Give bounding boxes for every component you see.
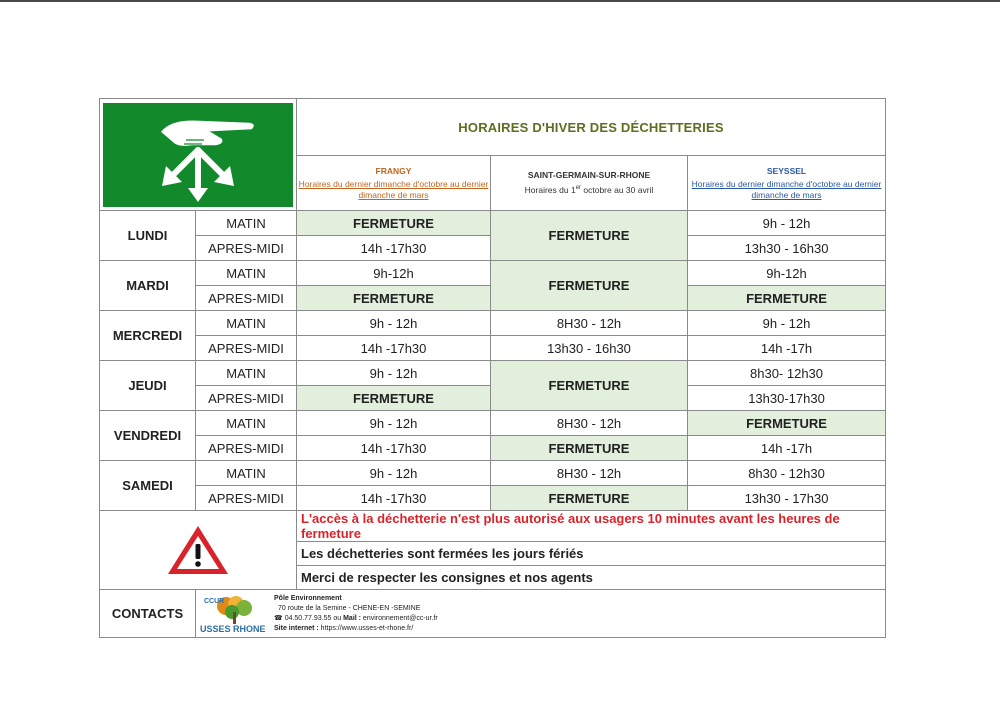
day-mardi: MARDI [100, 261, 196, 311]
day-mercredi: MERCREDI [100, 311, 196, 361]
site-header-saint-germain [491, 156, 688, 211]
cell-vendredi-seyssel-afternoon: 14h -17h [688, 436, 886, 461]
cell-samedi-seyssel-morning: 8h30 - 12h30 [688, 461, 886, 486]
note-closing-time: L'accès à la déchetterie n'est plus autorisé aux usagers 10 minutes avant les heures de fermeture [297, 511, 886, 542]
cell-samedi-sgsr-morning: 8H30 - 12h [491, 461, 688, 486]
contact-address: 70 route de la Semine - CHENE-EN -SEMINE [278, 604, 421, 612]
period-afternoon: APRES-MIDI [196, 486, 297, 511]
contact-phone[interactable]: 04.50.77.93.55 [284, 614, 332, 622]
contact-details [274, 594, 438, 634]
site-name-seyssel: SEYSSEL [766, 165, 807, 176]
cell-mardi-seyssel-afternoon: FERMETURE [688, 286, 886, 311]
cell-mercredi-frangy-morning: 9h - 12h [297, 311, 491, 336]
warning-icon [165, 523, 231, 577]
period-morning: MATIN [196, 261, 297, 286]
cell-vendredi-seyssel-morning: FERMETURE [688, 411, 886, 436]
page-top-border [0, 0, 1000, 2]
schedule-table [99, 98, 886, 638]
note-respect: Merci de respecter les consignes et nos agents [297, 566, 886, 590]
contact-website[interactable]: https://www.usses-et-rhone.fr/ [318, 624, 414, 632]
cell-mercredi-sgsr-morning: 8H30 - 12h [491, 311, 688, 336]
cell-samedi-frangy-afternoon: 14h -17h30 [297, 486, 491, 511]
recycling-logo [100, 99, 297, 211]
period-morning: MATIN [196, 411, 297, 436]
phone-icon: ☎ [274, 614, 283, 622]
hand-arrows-icon [100, 100, 296, 210]
site-header-seyssel [688, 156, 886, 211]
contact-org: Pôle Environnement [274, 594, 342, 602]
note-holidays: Les déchetteries sont fermées les jours fériés [297, 542, 886, 566]
cell-mardi-frangy-afternoon: FERMETURE [297, 286, 491, 311]
cell-samedi-sgsr-afternoon: FERMETURE [491, 486, 688, 511]
cell-mercredi-frangy-afternoon: 14h -17h30 [297, 336, 491, 361]
cell-mardi-sgsr: FERMETURE [491, 261, 688, 311]
cell-lundi-seyssel-morning: 9h - 12h [688, 211, 886, 236]
site-period-saint-germain: Horaires du 1er octobre au 30 avril [524, 184, 654, 195]
cell-samedi-seyssel-afternoon: 13h30 - 17h30 [688, 486, 886, 511]
cell-jeudi-frangy-afternoon: FERMETURE [297, 386, 491, 411]
period-morning: MATIN [196, 211, 297, 236]
cell-jeudi-frangy-morning: 9h - 12h [297, 361, 491, 386]
period-afternoon: APRES-MIDI [196, 336, 297, 361]
site-header-frangy [297, 156, 491, 211]
cell-jeudi-sgsr: FERMETURE [491, 361, 688, 411]
period-afternoon: APRES-MIDI [196, 236, 297, 261]
tree-logo-icon [200, 592, 272, 636]
site-period-seyssel: Horaires du dernier dimanche d'octobre au dernier dimanche de mars [691, 178, 882, 200]
site-period-frangy: Horaires du dernier dimanche d'octobre au dernier dimanche de mars [298, 178, 489, 200]
page-title: HORAIRES D'HIVER DES DÉCHETTERIES [297, 99, 886, 156]
cell-vendredi-sgsr-morning: 8H30 - 12h [491, 411, 688, 436]
svg-text:USSES RHONE: USSES RHONE [200, 623, 266, 634]
day-samedi: SAMEDI [100, 461, 196, 511]
period-morning: MATIN [196, 461, 297, 486]
cell-lundi-frangy-morning: FERMETURE [297, 211, 491, 236]
cell-vendredi-frangy-morning: 9h - 12h [297, 411, 491, 436]
cell-lundi-frangy-afternoon: 14h -17h30 [297, 236, 491, 261]
cell-mercredi-sgsr-afternoon: 13h30 - 16h30 [491, 336, 688, 361]
cell-samedi-frangy-morning: 9h - 12h [297, 461, 491, 486]
ccur-logo [200, 592, 272, 636]
contact-phone-mail: ☎ 04.50.77.93.55 ou Mail : environnement@cc-ur.fr [274, 614, 438, 622]
cell-jeudi-seyssel-afternoon: 13h30-17h30 [688, 386, 886, 411]
contact-mail[interactable]: environnement@cc-ur.fr [360, 614, 438, 622]
cell-lundi-seyssel-afternoon: 13h30 - 16h30 [688, 236, 886, 261]
period-afternoon: APRES-MIDI [196, 386, 297, 411]
warning-triangle [100, 511, 297, 590]
cell-lundi-sgsr: FERMETURE [491, 211, 688, 261]
cell-mardi-seyssel-morning: 9h-12h [688, 261, 886, 286]
site-name-saint-germain: SAINT-GERMAIN-SUR-RHONE [527, 170, 651, 181]
period-afternoon: APRES-MIDI [196, 286, 297, 311]
cell-mardi-frangy-morning: 9h-12h [297, 261, 491, 286]
cell-vendredi-frangy-afternoon: 14h -17h30 [297, 436, 491, 461]
day-lundi: LUNDI [100, 211, 196, 261]
svg-text:CCUR: CCUR [204, 597, 225, 605]
cell-mercredi-seyssel-afternoon: 14h -17h [688, 336, 886, 361]
period-morning: MATIN [196, 361, 297, 386]
cell-vendredi-sgsr-afternoon: FERMETURE [491, 436, 688, 461]
contact-web: Site internet : https://www.usses-et-rhone.fr/ [274, 624, 414, 632]
day-vendredi: VENDREDI [100, 411, 196, 461]
contacts-label: CONTACTS [100, 590, 196, 638]
period-afternoon: APRES-MIDI [196, 436, 297, 461]
period-morning: MATIN [196, 311, 297, 336]
contact-info [196, 590, 886, 638]
site-name-frangy: FRANGY [375, 165, 412, 176]
day-jeudi: JEUDI [100, 361, 196, 411]
cell-jeudi-seyssel-morning: 8h30- 12h30 [688, 361, 886, 386]
cell-mercredi-seyssel-morning: 9h - 12h [688, 311, 886, 336]
